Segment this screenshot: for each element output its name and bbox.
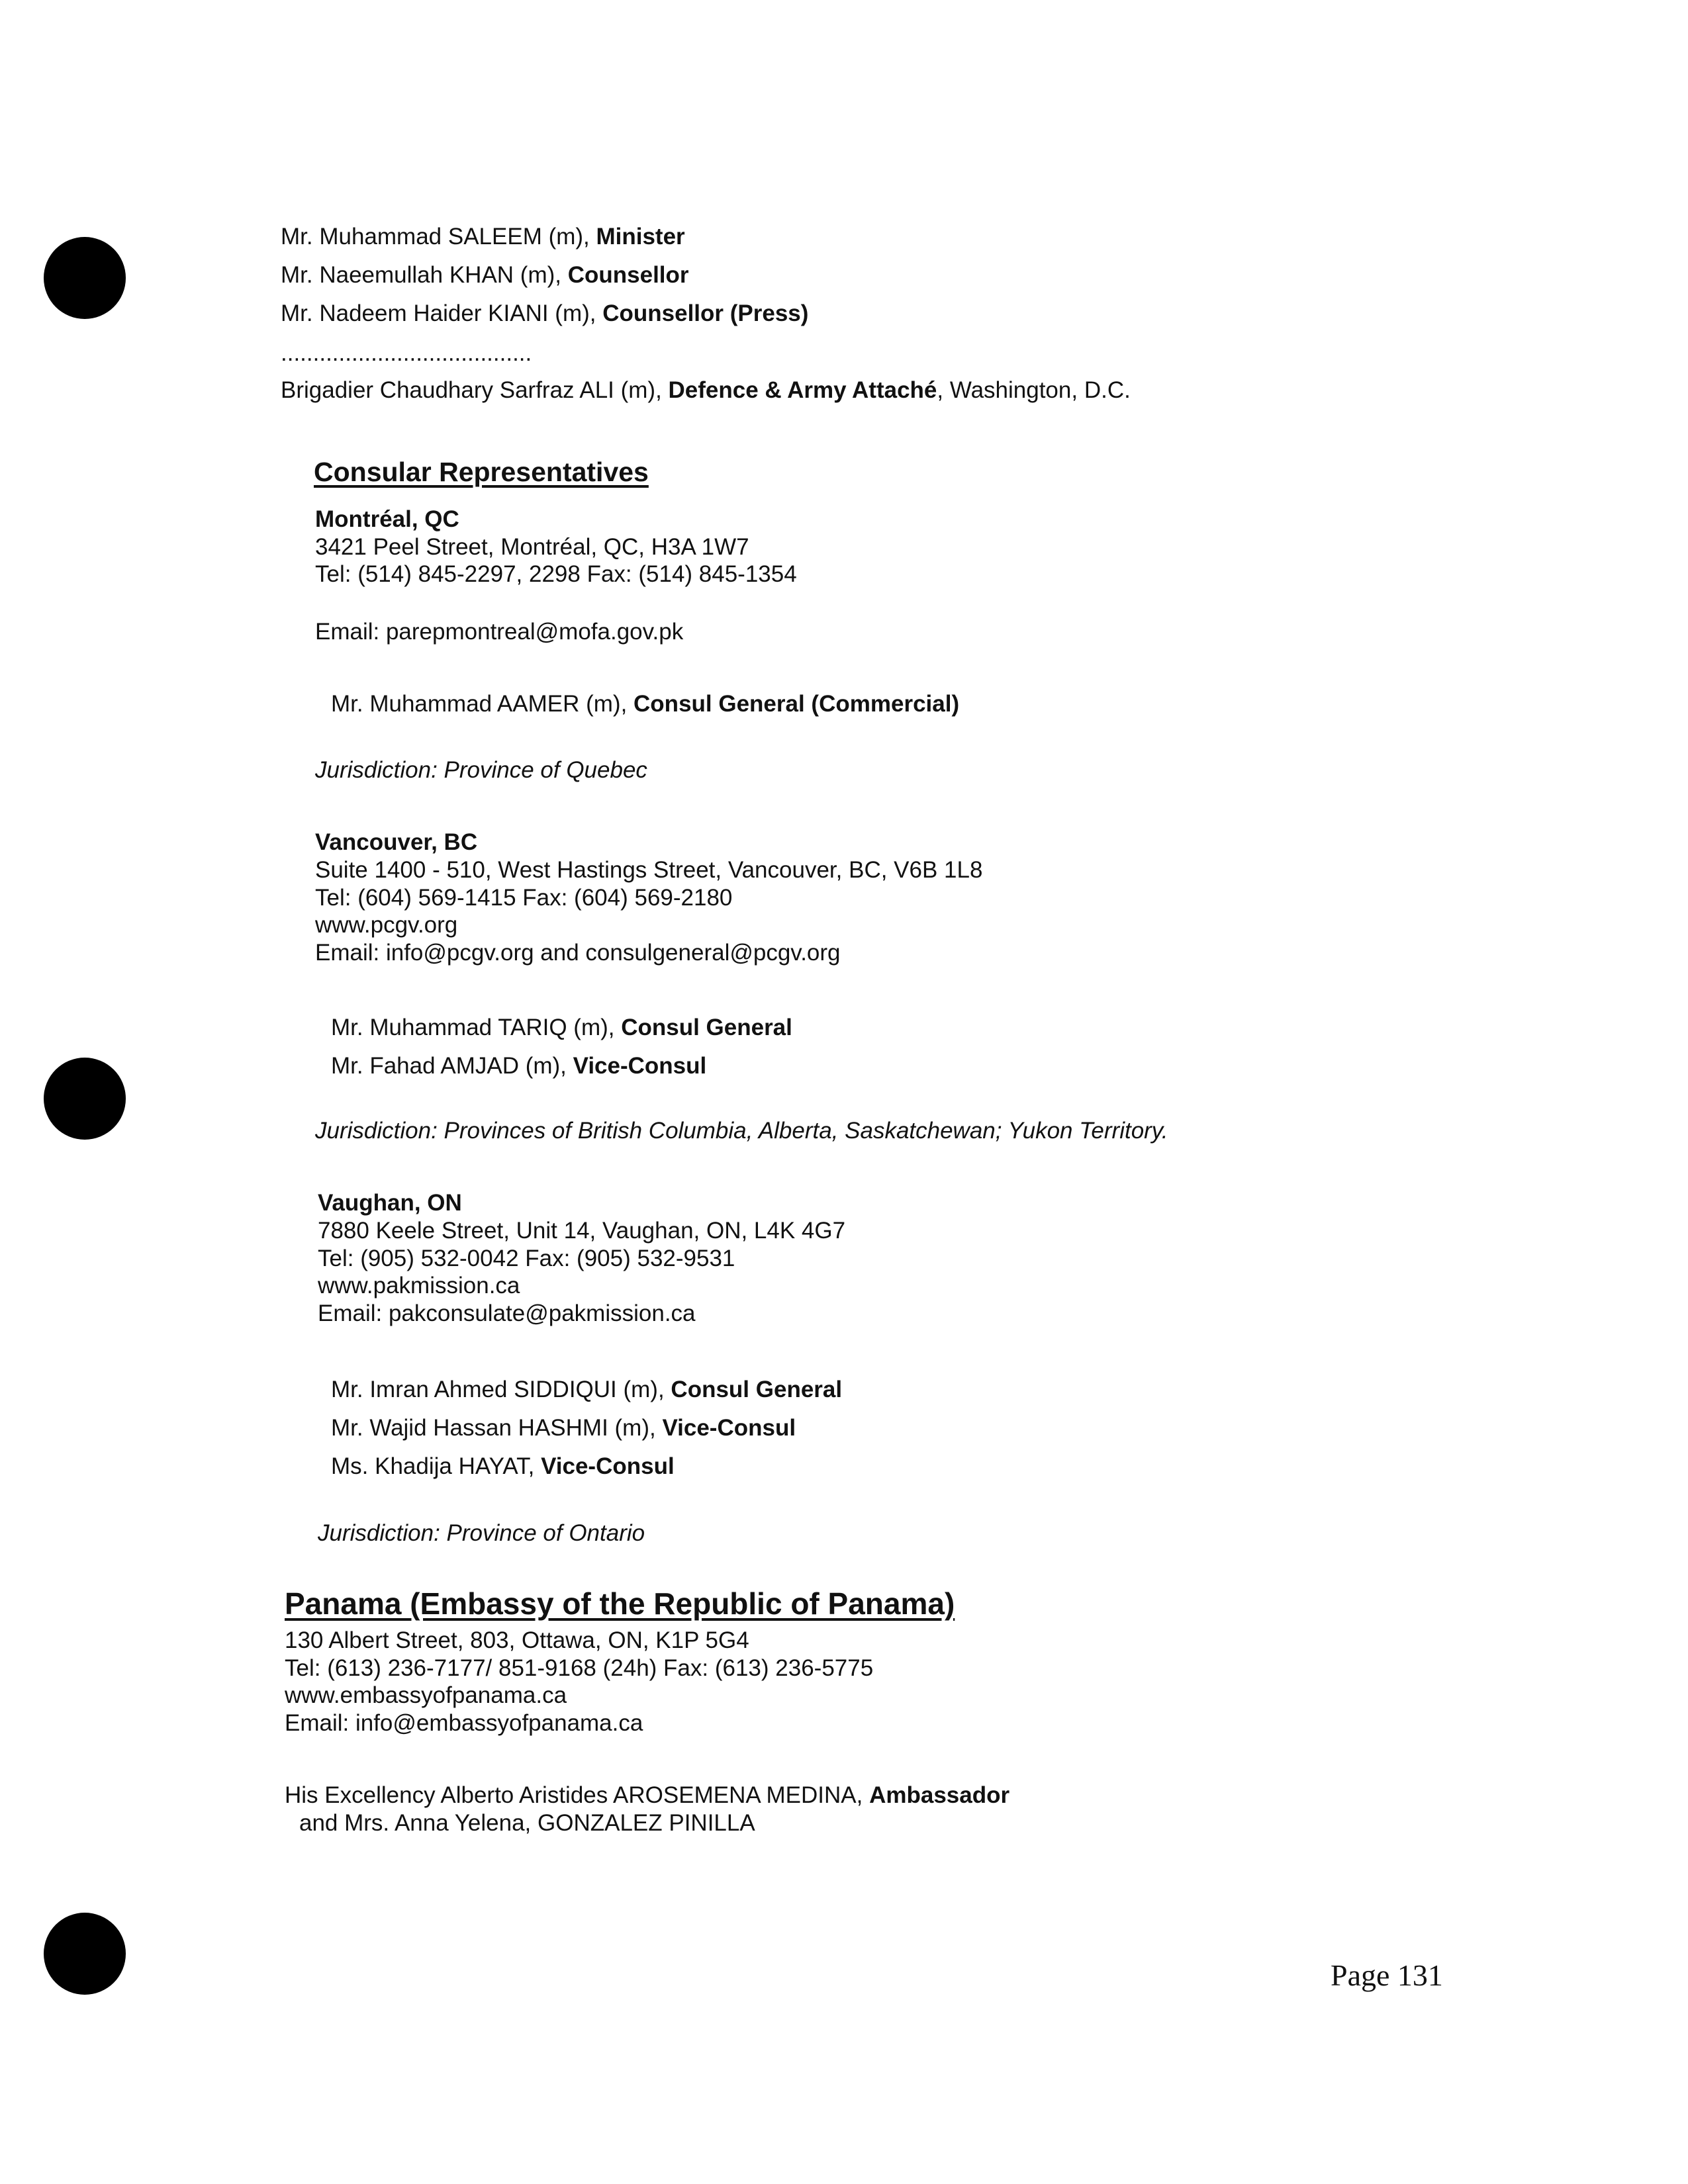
jurisdiction: Jurisdiction: Province of Ontario: [318, 1520, 645, 1546]
consul-line: Mr. Muhammad TARIQ (m), Consul General: [331, 1015, 792, 1040]
consulate-city: Montréal, QC: [315, 506, 459, 532]
country-heading: Panama (Embassy of the Republic of Panama): [285, 1586, 955, 1621]
consulate-tel: Tel: (514) 845-2297, 2298 Fax: (514) 845-1354: [315, 561, 797, 587]
consulate-tel: Tel: (604) 569-1415 Fax: (604) 569-2180: [315, 885, 733, 911]
ambassador-line: His Excellency Alberto Aristides AROSEMENA MEDINA, Ambassador: [285, 1782, 1010, 1808]
binder-hole: [44, 1913, 126, 1995]
consulate-web: www.pcgv.org: [315, 912, 458, 938]
consular-heading: Consular Representatives: [314, 457, 649, 487]
binder-hole: [44, 1058, 126, 1140]
consulate-tel: Tel: (905) 532-0042 Fax: (905) 532-9531: [318, 1246, 735, 1271]
consulate-web: www.pakmission.ca: [318, 1273, 520, 1298]
binder-hole: [44, 237, 126, 319]
consulate-city: Vaughan, ON: [318, 1190, 462, 1216]
embassy-tel: Tel: (613) 236-7177/ 851-9168 (24h) Fax: (613) 236-5775: [285, 1655, 874, 1681]
staff-line: Mr. Nadeem Haider KIANI (m), Counsellor (Press): [281, 300, 809, 326]
embassy-web: www.embassyofpanama.ca: [285, 1682, 567, 1708]
consul-line: Mr. Fahad AMJAD (m), Vice-Consul: [331, 1053, 707, 1079]
consul-line: Mr. Muhammad AAMER (m), Consul General (Commercial): [331, 691, 960, 717]
consulate-address: Suite 1400 - 510, West Hastings Street, Vancouver, BC, V6B 1L8: [315, 857, 983, 883]
ambassador-spouse: and Mrs. Anna Yelena, GONZALEZ PINILLA: [299, 1810, 755, 1836]
consulate-address: 3421 Peel Street, Montréal, QC, H3A 1W7: [315, 534, 749, 560]
consulate-city: Vancouver, BC: [315, 829, 478, 855]
consul-line: Mr. Imran Ahmed SIDDIQUI (m), Consul General: [331, 1377, 843, 1402]
staff-line: Mr. Muhammad SALEEM (m), Minister: [281, 224, 685, 250]
page-number: Page 131: [1331, 1958, 1443, 1992]
embassy-email: Email: info@embassyofpanama.ca: [285, 1710, 643, 1736]
consulate-email: Email: info@pcgv.org and consulgeneral@pcgv.org: [315, 940, 841, 966]
consulate-email: Email: parepmontreal@mofa.gov.pk: [315, 619, 684, 645]
consulate-address: 7880 Keele Street, Unit 14, Vaughan, ON, L4K 4G7: [318, 1218, 846, 1244]
dotted-separator: .......................................: [281, 340, 532, 366]
consul-line: Ms. Khadija HAYAT, Vice-Consul: [331, 1453, 675, 1479]
consul-line: Mr. Wajid Hassan HASHMI (m), Vice-Consul: [331, 1415, 796, 1441]
jurisdiction: Jurisdiction: Province of Quebec: [315, 757, 647, 783]
staff-line: Mr. Naeemullah KHAN (m), Counsellor: [281, 262, 689, 288]
embassy-address: 130 Albert Street, 803, Ottawa, ON, K1P 5G4: [285, 1627, 749, 1653]
jurisdiction: Jurisdiction: Provinces of British Columbia, Alberta, Saskatchewan; Yukon Territory.: [315, 1118, 1168, 1144]
attache-line: Brigadier Chaudhary Sarfraz ALI (m), Defence & Army Attaché, Washington, D.C.: [281, 377, 1131, 403]
consulate-email: Email: pakconsulate@pakmission.ca: [318, 1300, 696, 1326]
